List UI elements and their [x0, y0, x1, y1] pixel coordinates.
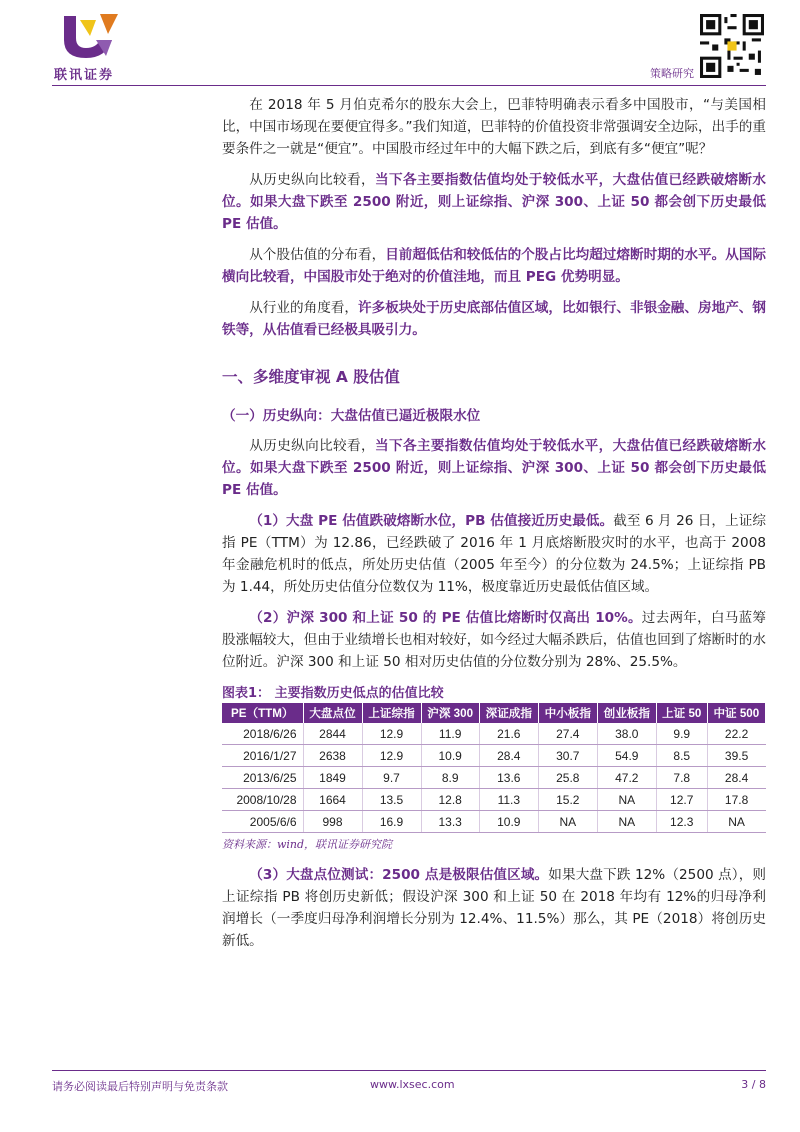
- s1-p4-highlight: （3）大盘点位测试：2500 点是极限估值区域。: [249, 867, 549, 883]
- table-row: [222, 723, 766, 745]
- intro-paragraph-4: [222, 297, 766, 341]
- table-cell: 12.8: [421, 789, 479, 811]
- intro-p2-highlight: 当下各主要指数估值均处于较低水平，大盘估值已经跌破熔断水位。如果大盘下跌至 2500 附近，则上证综指、沪深 300、上证 50 都会创下历史最低 PE 估值。: [222, 172, 767, 232]
- table-cell: 13.6: [479, 767, 538, 789]
- table-cell: 17.8: [707, 789, 765, 811]
- col-header: 上证 50: [656, 703, 707, 723]
- table-cell: 22.2: [707, 723, 765, 745]
- footer-url[interactable]: www.lxsec.com: [370, 1078, 455, 1091]
- section-paragraph-3: [222, 607, 766, 673]
- col-header: 中小板指: [538, 703, 597, 723]
- company-logo: [52, 10, 132, 82]
- table-cell: 1664: [303, 789, 362, 811]
- logo-mark-icon: [56, 10, 124, 62]
- table-cell: 11.9: [421, 723, 479, 745]
- table-cell: 8.5: [656, 745, 707, 767]
- s1-p4-body: 如果大盘下跌 12%（2500 点），则上证综指 PB 将创历史新低；假设沪深 300 和上证 50 在 2018 年均有 12%的归母净利润增长（一季度归母净利润增长分别为 12.4%、11.5%）那么，其 PE（2018）将创历史新低。: [222, 867, 767, 949]
- subsection-heading: （一）历史纵向：大盘估值已逼近极限水位: [222, 408, 481, 424]
- page-header: [0, 0, 800, 88]
- table-cell: 27.4: [538, 723, 597, 745]
- section-paragraph-2: [222, 510, 766, 598]
- table-cell: NA: [707, 811, 765, 833]
- table-cell: 998: [303, 811, 362, 833]
- figure-title: 图表1： 主要指数历史低点的估值比较: [222, 686, 444, 701]
- table-cell: 1849: [303, 767, 362, 789]
- table-cell: 12.9: [362, 745, 421, 767]
- s1-p1-highlight: 当下各主要指数估值均处于较低水平，大盘估值已经跌破熔断水位。如果大盘下跌至 2500 附近，则上证综指、沪深 300、上证 50 都会创下历史最低 PE 估值。: [222, 438, 767, 498]
- table-row: [222, 811, 766, 833]
- table-cell: 13.5: [362, 789, 421, 811]
- table-cell: 47.2: [597, 767, 656, 789]
- table-cell: NA: [597, 811, 656, 833]
- row-date-cell: 2016/1/27: [222, 745, 303, 767]
- table-cell: 9.9: [656, 723, 707, 745]
- table-cell: 39.5: [707, 745, 765, 767]
- row-date-cell: 2008/10/28: [222, 789, 303, 811]
- section-paragraph-4: [222, 864, 766, 952]
- footer-disclaimer: 请务必阅读最后特别声明与免责条款: [52, 1080, 228, 1093]
- row-date-cell: 2018/6/26: [222, 723, 303, 745]
- s1-p3-highlight: （2）沪深 300 和上证 50 的 PE 估值比熔断时仅高出 10%。: [249, 610, 642, 626]
- table-cell: 12.3: [656, 811, 707, 833]
- table-cell: 12.7: [656, 789, 707, 811]
- header-rule: [52, 85, 766, 86]
- table-cell: 9.7: [362, 767, 421, 789]
- section-heading: 一、多维度审视 A 股估值: [222, 368, 400, 386]
- table-cell: 21.6: [479, 723, 538, 745]
- main-content: [222, 94, 766, 961]
- table-cell: 25.8: [538, 767, 597, 789]
- table-cell: 28.4: [707, 767, 765, 789]
- table-row: [222, 789, 766, 811]
- table-cell: 12.9: [362, 723, 421, 745]
- table-cell: NA: [538, 811, 597, 833]
- figure-source: 资料来源：wind，联讯证券研究院: [222, 838, 393, 851]
- intro-p1-text: 在 2018 年 5 月伯克希尔的股东大会上，巴菲特明确表示看多中国股市，“与美国相比，中国市场现在要便宜得多。”我们知道，巴菲特的价值投资非常强调安全边际，出手的重要条件之一就是“便宜”。中国股市经过年中的大幅下跌之后，到底有多“便宜”呢？: [222, 97, 766, 157]
- table-cell: 11.3: [479, 789, 538, 811]
- intro-p2-lead: 从历史纵向比较看，: [249, 172, 375, 188]
- col-header: 沪深 300: [421, 703, 479, 723]
- col-header: 中证 500: [707, 703, 765, 723]
- col-header: PE（TTM）: [222, 703, 303, 723]
- table-cell: 2844: [303, 723, 362, 745]
- intro-p3-highlight: 目前超低估和较低估的个股占比均超过熔断时期的水平。从国际横向比较看，中国股市处于绝对的价值洼地，而且 PEG 优势明显。: [222, 247, 767, 285]
- table-body: [222, 723, 766, 833]
- s1-p1-lead: 从历史纵向比较看，: [249, 438, 375, 454]
- s1-p3-body: 过去两年，白马蓝筹股涨幅较大，但由于业绩增长也相对较好，如今经过大幅杀跌后，估值也回到了熔断时的水位附近。沪深 300 和上证 50 相对历史估值的分位数分别为 28%、25.5%。: [222, 610, 766, 670]
- table-cell: 13.3: [421, 811, 479, 833]
- section-paragraph-1: [222, 435, 766, 501]
- qr-code-icon: [700, 14, 764, 78]
- page-number: 3 / 8: [741, 1078, 766, 1091]
- col-header: 大盘点位: [303, 703, 362, 723]
- table-cell: 10.9: [479, 811, 538, 833]
- row-date-cell: 2005/6/6: [222, 811, 303, 833]
- col-header: 上证综指: [362, 703, 421, 723]
- logo-text: 联讯证券: [54, 68, 115, 83]
- table-cell: 15.2: [538, 789, 597, 811]
- col-header: 深证成指: [479, 703, 538, 723]
- intro-paragraph-3: [222, 244, 766, 288]
- intro-p4-highlight: 许多板块处于历史底部估值区域，比如银行、非银金融、房地产、钢铁等，从估值看已经极具吸引力。: [222, 300, 767, 338]
- table-cell: 16.9: [362, 811, 421, 833]
- table-cell: 54.9: [597, 745, 656, 767]
- intro-paragraph-2: [222, 169, 766, 235]
- s1-p2-body: 截至 6 月 26 日，上证综指 PE（TTM）为 12.86，已经跌破了 2016 年 1 月底熔断股灾时的水平，也高于 2008 年金融危机时的低点，所处历史估值（2005 年至今）的分位数为 24.5%；上证综指 PB 为 1.44，所处历史估值分位数仅为 11%，极度靠近历史最低估值区域。: [222, 513, 766, 595]
- table-row: [222, 767, 766, 789]
- table-cell: 38.0: [597, 723, 656, 745]
- col-header: 创业板指: [597, 703, 656, 723]
- intro-p3-lead: 从个股估值的分布看，: [249, 247, 386, 263]
- page-footer: [52, 1072, 766, 1102]
- intro-p4-lead: 从行业的角度看，: [249, 300, 358, 316]
- table-cell: NA: [597, 789, 656, 811]
- footer-rule: [52, 1070, 766, 1071]
- s1-p2-highlight: （1）大盘 PE 估值跌破熔断水位，PB 估值接近历史最低。: [249, 513, 614, 529]
- table-cell: 30.7: [538, 745, 597, 767]
- table-cell: 7.8: [656, 767, 707, 789]
- table-cell: 10.9: [421, 745, 479, 767]
- table-cell: 2638: [303, 745, 362, 767]
- table-cell: 8.9: [421, 767, 479, 789]
- valuation-table: [222, 703, 766, 833]
- table-cell: 28.4: [479, 745, 538, 767]
- table-header-row: [222, 703, 766, 723]
- row-date-cell: 2013/6/25: [222, 767, 303, 789]
- report-category: 策略研究: [650, 67, 694, 80]
- intro-paragraph-1: [222, 94, 766, 160]
- table-row: [222, 745, 766, 767]
